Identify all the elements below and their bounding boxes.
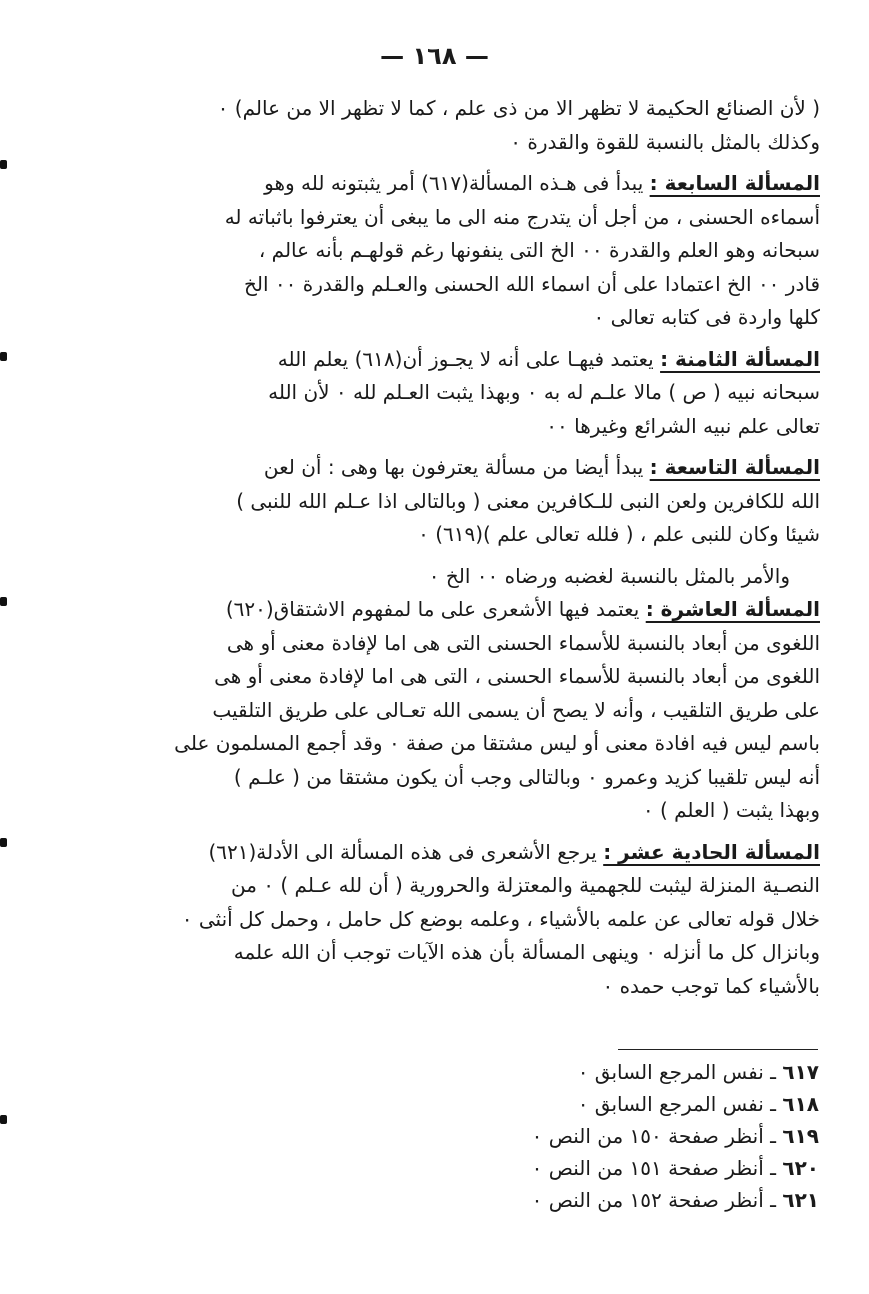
- footnote-number: ٦٢٠: [782, 1156, 819, 1180]
- footnote-number: ٦١٧: [782, 1060, 819, 1084]
- footnote-number: ٦٢١: [782, 1188, 819, 1212]
- text-line: كلها واردة فى كتابه تعالى ٠: [593, 305, 820, 329]
- footnote: [399, 1152, 819, 1184]
- text-line: وبانزال كل ما أنزله ٠ وينهى المسألة بأن هذه الآيات توجب أن الله علمه: [233, 940, 820, 964]
- scan-edge-mark: [0, 597, 7, 606]
- paragraph-ninth-issue: [60, 451, 820, 552]
- text-line: [60, 343, 820, 377]
- paragraph-tenth-issue: [60, 593, 820, 828]
- footnote: [399, 1056, 819, 1088]
- paragraph-eighth-issue: [60, 343, 820, 444]
- text-run: يعتمد فيهـا على أنه لا يجـوز أن(٦١٨) يعلم الله: [277, 346, 661, 371]
- text-line: [60, 167, 820, 201]
- text-line: شيئا وكان للنبى علم ، ( فلله تعالى علم )(٦١٩) ٠: [418, 522, 820, 546]
- text-line: أسماءه الحسنى ، من أجل أن يتدرج منه الى ما يبغى أن يعترفوا باثباته له: [224, 204, 820, 229]
- section-heading: المسألة العاشرة :: [645, 597, 820, 621]
- text-line: النصـية المنزلة ليثبت للجهمية والمعتزلة والحرورية ( أن لله عـلم ) ٠ من: [230, 873, 820, 897]
- footnote-number: ٦١٩: [782, 1124, 819, 1148]
- text-line: [60, 593, 820, 627]
- text-line: خلال قوله تعالى عن علمه بالأشياء ، وعلمه بوضع كل حامل ، وحمل كل أنثى ٠: [181, 906, 820, 931]
- scan-edge-mark: [0, 838, 7, 847]
- text-line: اللغوى من أبعاد بالنسبة للأسماء الحسنى التى هى اما لإفادة معنى أو هى: [226, 630, 820, 655]
- text-line: بالأشياء كما توجب حمده ٠: [602, 973, 820, 998]
- text-line: اللغوى من أبعاد بالنسبة للأسماء الحسنى ، التى هى اما لإفادة معنى أو هى: [214, 664, 820, 688]
- footnote: [399, 1184, 819, 1216]
- footnote-separator: [618, 1049, 818, 1050]
- paragraph-eleventh-issue: [60, 836, 820, 1004]
- text-line: باسم ليس فيه افادة معنى أو ليس مشتقا من صفة ٠ وقد أجمع المسلمون على: [174, 731, 820, 755]
- footnote-text: ـ نفس المرجع السابق ٠: [577, 1060, 783, 1084]
- paragraph-intro: [60, 92, 820, 159]
- text-line: وبهذا يثبت ( العلم ) ٠: [642, 798, 820, 822]
- text-line: وكذلك بالمثل بالنسبة للقوة والقدرة ٠: [510, 129, 820, 154]
- footnote-text: ـ أنظر صفحة ١٥٢ من النص ٠: [531, 1188, 783, 1212]
- footnote: [399, 1120, 819, 1152]
- section-heading: المسألة السابعة :: [649, 171, 820, 195]
- text-run: يرجع الأشعرى فى هذه المسألة الى الأدلة(٦٢١): [208, 839, 604, 864]
- text-line: [60, 451, 820, 485]
- footnotes: [399, 1056, 819, 1216]
- section-heading: المسألة الثامنة :: [660, 346, 820, 371]
- text-line: ( لأن الصنائع الحكيمة لا تظهر الا من ذى علم ، كما لا تظهر الا من عالم) ٠: [217, 96, 820, 120]
- scan-edge-mark: [0, 1115, 7, 1124]
- page-number: — ١٦٨ —: [380, 42, 489, 70]
- footnote-text: ـ نفس المرجع السابق ٠: [577, 1092, 783, 1116]
- text-line: سبحانه نبيه ( ص ) مالا علـم له به ٠ وبهذا يثبت العـلم لله ٠ لأن الله: [268, 380, 820, 404]
- text-run: يبدأ أيضا من مسألة يعترفون بها وهى : أن لعن: [263, 455, 650, 479]
- text-line: أنه ليس تلقيبا كزيد وعمرو ٠ وبالتالى وجب أن يكون مشتقا من ( علـم ): [233, 764, 820, 789]
- text-run: يبدأ فى هـذه المسألة(٦١٧) أمر يثبتونه لله وهو: [264, 171, 650, 195]
- section-heading: المسألة التاسعة :: [649, 455, 820, 479]
- paragraph-seventh-issue: [60, 167, 820, 335]
- text-line: قادر ٠٠ الخ اعتمادا على أن اسماء الله الحسنى والعـلم والقدرة ٠٠ الخ: [243, 271, 820, 296]
- text-run: يعتمد فيها الأشعرى على ما لمفهوم الاشتقاق(٦٢٠): [225, 597, 646, 621]
- footnote: [399, 1088, 819, 1120]
- text-line: تعالى علم نبيه الشرائع وغيرها ٠٠: [546, 413, 820, 438]
- footnote-text: ـ أنظر صفحة ١٥٠ من النص ٠: [531, 1124, 783, 1148]
- section-heading: المسألة الحادية عشر :: [603, 839, 820, 864]
- text-line: [60, 836, 820, 870]
- footnote-text: ـ أنظر صفحة ١٥١ من النص ٠: [531, 1156, 783, 1180]
- text-line: سبحانه وهو العلم والقدرة ٠٠ الخ التى ينفونها رغم قولهـم بأنه عالم ،: [258, 238, 820, 262]
- scan-edge-mark: [0, 160, 7, 169]
- scan-edge-mark: [0, 352, 7, 361]
- paragraph-continuation: [60, 560, 820, 594]
- text-line: الله للكافرين ولعن النبى للـكافرين معنى ( وبالتالى اذا عـلم الله للنبى ): [236, 488, 820, 513]
- text-line: على طريق التلقيب ، وأنه لا يصح أن يسمى الله تعـالى على طريق التلقيب: [212, 697, 820, 722]
- text-line: والأمر بالمثل بالنسبة لغضبه ورضاه ٠٠ الخ ٠: [428, 563, 790, 588]
- body-text: [60, 92, 820, 1003]
- footnote-number: ٦١٨: [782, 1092, 819, 1116]
